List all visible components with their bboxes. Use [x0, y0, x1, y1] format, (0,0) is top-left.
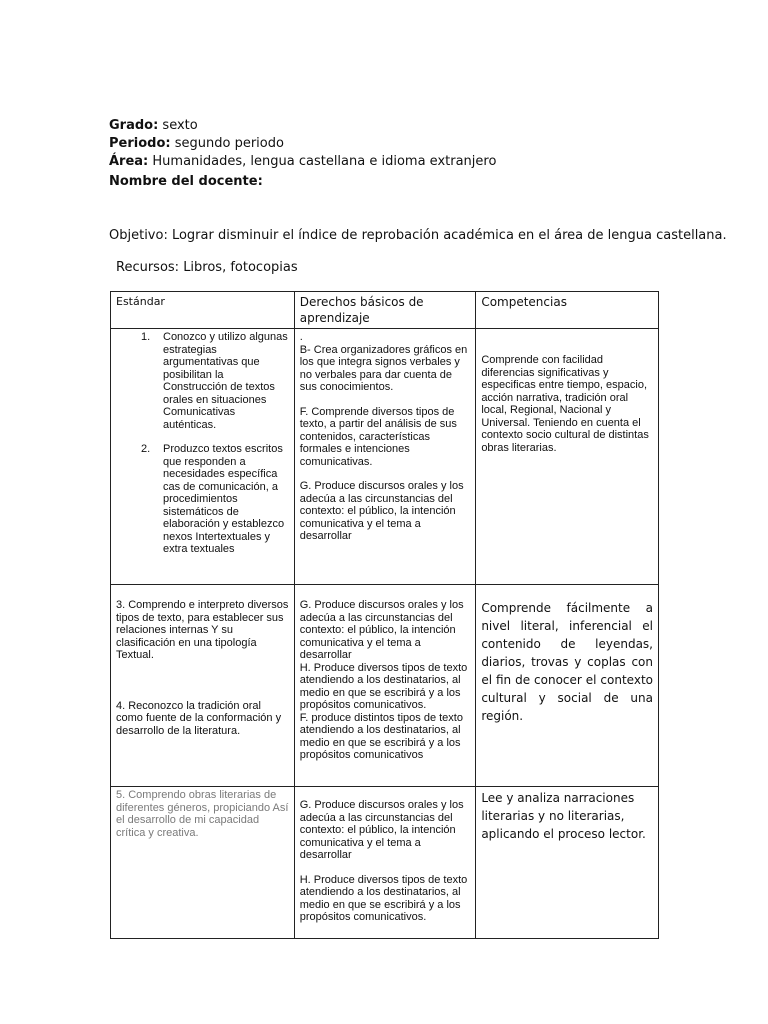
dba-cell [294, 787, 476, 939]
grado-label: Grado: [109, 118, 159, 133]
docente-line [109, 172, 263, 191]
dba-g: G. Produce discursos orales y los adecúa a las circunstancias del contexto: el público, la intención comunicativa y el tema a desarrollar [299, 480, 464, 542]
item-number: 1. [141, 331, 151, 343]
dba-g: G. Produce discursos orales y los adecúa a las circunstancias del contexto: el público, la intención comunicativa y el tema a desarrollar [299, 799, 464, 861]
table-header-row [111, 292, 659, 329]
dba-g: G. Produce discursos orales y los adecúa a las circunstancias del contexto: el público, la intención comunicativa y el tema a desarrollar [299, 599, 464, 661]
estandar-cell [111, 329, 295, 585]
estandar-cell [111, 787, 295, 939]
periodo-value: segundo periodo [170, 136, 284, 151]
header-dba: Derechos básicos de aprendizaje [294, 292, 476, 329]
objetivo-text: Objetivo: Lograr disminuir el índice de reprobación académica en el área de lengua castellana. [109, 228, 727, 243]
competencia-text: Comprende con facilidad diferencias significativas y especificas entre tiempo, espacio, acción narrativa, tradición oral local, Regional, Nacional y Universal. Teniendo en cuenta el contexto socio cultural de distintas obras literarias. [481, 354, 649, 454]
area-value: Humanidades, lengua castellana e idioma extranjero [148, 154, 497, 169]
recursos-text: Recursos: Libros, fotocopias [116, 260, 298, 275]
docente-label: Nombre del docente: [109, 174, 263, 189]
dba-cell [294, 329, 476, 585]
dba-cell [294, 585, 476, 787]
dba-f: F. Comprende diversos tipos de texto, a partir del análisis de sus contenidos, características formales e intenciones comunicativas. [299, 405, 457, 468]
periodo-line [109, 134, 284, 153]
dba-b: B- Crea organizadores gráficos en los que integra signos verbales y no verbales para dar cuenta de sus conocimientos. [299, 343, 468, 393]
header-competencias: Competencias [476, 292, 659, 329]
area-label: Área: [109, 154, 149, 169]
item-number: 2. [141, 443, 151, 455]
grado-line [109, 116, 198, 135]
competencia-cell [476, 787, 659, 939]
estandar-text: 3. Comprendo e interpreto diversos tipos de texto, para establecer sus relaciones internas Y su clasificación en una tipología Textual. [116, 599, 289, 661]
estandar-item [116, 443, 289, 556]
table-row [111, 585, 659, 787]
table-row [111, 787, 659, 939]
dba-h: H. Produce diversos tipos de texto atendiendo a los destinatarios, al medio en que se escribirá y a los propósitos comunicativos. [299, 661, 468, 711]
estandar-cell [111, 585, 295, 787]
dba-h: H. Produce diversos tipos de texto atendiendo a los destinatarios, al medio en que se escribirá y a los propósitos comunicativos. [299, 873, 468, 923]
estandar-text: 5. Comprendo obras literarias de diferentes géneros, propiciando Así el desarrollo de mi capacidad crítica y creativa. [116, 789, 289, 839]
header-estandar: Estándar [111, 292, 295, 329]
competencia-cell [476, 585, 659, 787]
competencia-text: Lee y analiza narraciones literarias y no literarias, aplicando el proceso lector. [481, 791, 646, 841]
estandar-text: 4. Reconozco la tradición oral como fuente de la conformación y desarrollo de la literatura. [116, 699, 282, 737]
area-line [109, 152, 496, 171]
grado-value: sexto [158, 118, 198, 133]
table-row [111, 329, 659, 585]
estandar-text: Conozco y utilizo algunas estrategias argumentativas que posibilitan la Construcción de textos orales en situaciones Comunicativas auténticas. [163, 331, 288, 431]
dba-f: F. produce distintos tipos de texto atendiendo a los destinatarios, al medio en que se escribirá y a los propósitos comunicativos [299, 711, 463, 761]
estandar-item [116, 331, 289, 431]
plan-table [110, 291, 659, 939]
competencia-text: Comprende fácilmente a nivel literal, inferencial el contenido de leyendas, diarios, trovas y coplas con el fin de conocer el contexto cultural y social de una región. [481, 601, 653, 723]
competencia-cell [476, 329, 659, 585]
estandar-text: Produzco textos escritos que responden a necesidades específica cas de comunicación, a procedimientos sistemáticos de elaboración y establezco nexos Intertextuales y extra textuales [163, 443, 285, 555]
periodo-label: Periodo: [109, 136, 171, 151]
dot-mark: . [299, 331, 303, 343]
